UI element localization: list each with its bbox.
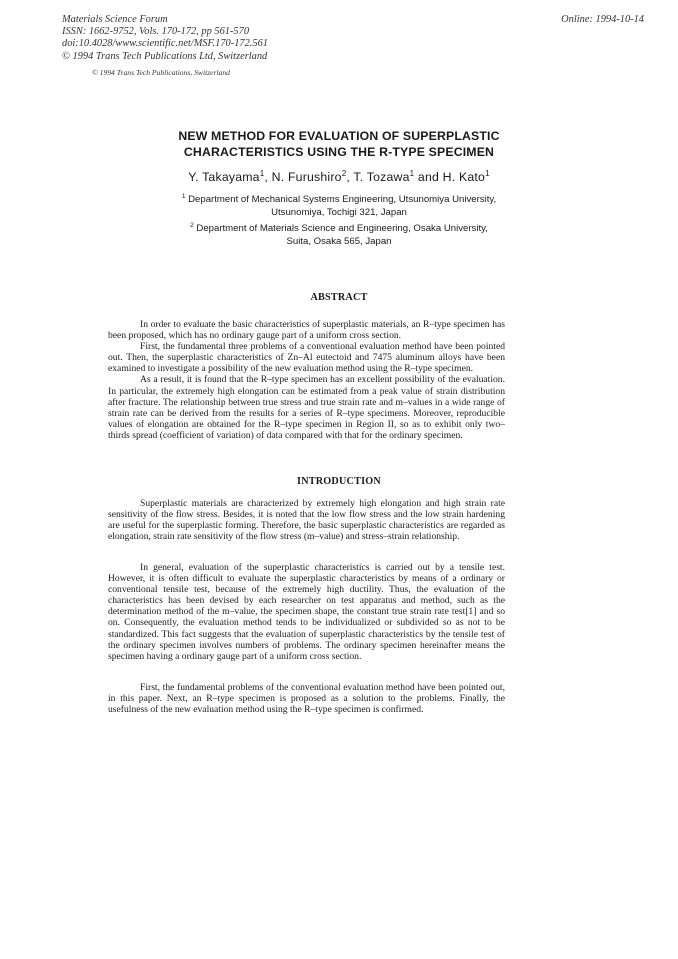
introduction-heading: INTRODUCTION <box>297 476 381 487</box>
publisher-copyright: © 1994 Trans Tech Publications, Switzerland <box>92 68 230 77</box>
affiliation-line: Department of Mechanical Systems Engineering, Utsunomiya University, <box>188 194 497 205</box>
author-affiliation-mark: 2 <box>341 169 347 178</box>
abstract-paragraph: In order to evaluate the basic characteristics of superplastic materials, an R–type specimen has been proposed, which has no ordinary gauge part of a uniform cross section. <box>108 319 505 342</box>
abstract-paragraph: First, the fundamental three problems of a conventional evaluation method have been pointed out. Then, the superplastic characteristics of Zn–Al eutectoid and 7475 aluminum alloys have been examined to investigate a possibility of the new evaluation method using the R–type specimen. <box>108 341 505 375</box>
paragraph-text: Superplastic materials are characterized by extremely high elongation and high strain rate sensitivity of the flow stress. Besides, it is noted that the low flow stress and the low strain hardening are useful for the superplastic forming. Therefore, the basic superplastic characteristics are regarded as elongation, strain rate sensitivity of the flow stress (m–value) and stress–strain relationship. <box>108 498 505 543</box>
title-line-1: NEW METHOD FOR EVALUATION OF SUPERPLASTIC <box>178 129 500 143</box>
abstract-paragraph: As a result, it is found that the R–type specimen has an excellent possibility of the evaluation. In particular, the extremely high elongation can be estimated from a peak value of strain distribution after fracture. The relationship between true stress and true strain rate and m–values in a wide range of strain rate can be derived from the results for a series of R–type specimens. Moreover, reproducible values of elongation are obtained for the R–type specimen in Region II, so as to exhibit only two–thirds spread (coefficient of variation) of data compared with that for the ordinary specimen. <box>108 374 505 441</box>
journal-name: Materials Science Forum <box>62 14 168 25</box>
introduction-paragraph <box>108 682 505 715</box>
paragraph-text: In general, evaluation of the superplastic characteristics is carried out by a tensile test. However, it is often difficult to evaluate the superplastic characteristics by means of a ordinary or conventional tensile test, because of the extremely high ductility. Thus, the evaluation of the characteristics has been devised by each researcher on test apparatus and method, such as the determination method of the m–value, the specimen shape, the constant true strain rate test[1] and so on. Consequently, the evaluation method tends to be individualized or subdivided so as not to be standardized. This fact suggests that the evaluation of superplastic characteristics by the tensile test of the ordinary specimen involves numbers of problems. The ordinary specimen hereinafter means the specimen having a ordinary gauge part of a uniform cross section. <box>108 562 505 662</box>
affiliation-number: 2 <box>190 222 194 229</box>
author-affiliation-mark: 1 <box>409 169 415 178</box>
abstract-body <box>108 319 505 441</box>
title-line-2: CHARACTERISTICS USING THE R-TYPE SPECIMEN <box>183 145 495 159</box>
author-name: N. Furushiro <box>271 170 342 184</box>
paper-title <box>0 128 678 160</box>
author-affiliation-mark: 1 <box>485 169 490 178</box>
online-date: Online: 1994-10-14 <box>561 14 644 25</box>
author-name: H. Kato <box>442 170 486 184</box>
journal-header <box>62 14 268 63</box>
copyright-line: © 1994 Trans Tech Publications Ltd, Switzerland <box>62 50 268 62</box>
issn-line: ISSN: 1662-9752, Vols. 170-172, pp 561-570 <box>62 26 250 38</box>
affiliation-1 <box>0 193 678 220</box>
author-name: Y. Takayama <box>188 170 260 184</box>
author-and: and <box>417 170 440 184</box>
author-list: Y. Takayama$^1$, N. Furushiro$^2$, T. Tozawa$^1$ and H. Kato$^1$ <box>188 169 490 184</box>
affiliation-2 <box>0 222 678 249</box>
doi-line: doi:10.4028/www.scientific.net/MSF.170-172.561 <box>62 38 268 50</box>
affiliation-number: 1 <box>181 193 186 200</box>
affiliation-line: Utsunomiya, Tochigi 321, Japan <box>271 207 407 219</box>
author-affiliation-mark: 1 <box>259 169 265 178</box>
abstract-heading: ABSTRACT <box>310 292 368 303</box>
author-name: T. Tozawa <box>353 170 410 184</box>
affiliation-line: Suita, Osaka 565, Japan <box>286 236 392 248</box>
introduction-paragraph <box>108 498 505 542</box>
affiliation-line: Department of Materials Science and Engineering, Osaka University, <box>196 223 488 234</box>
paragraph-text: First, the fundamental problems of the conventional evaluation method have been pointed out, in this paper. Next, an R–type specimen is proposed as a solution to the problems. Finally, the usefulness of the new evaluation method using the R–type specimen is confirmed. <box>108 682 505 716</box>
introduction-paragraph <box>108 562 505 662</box>
